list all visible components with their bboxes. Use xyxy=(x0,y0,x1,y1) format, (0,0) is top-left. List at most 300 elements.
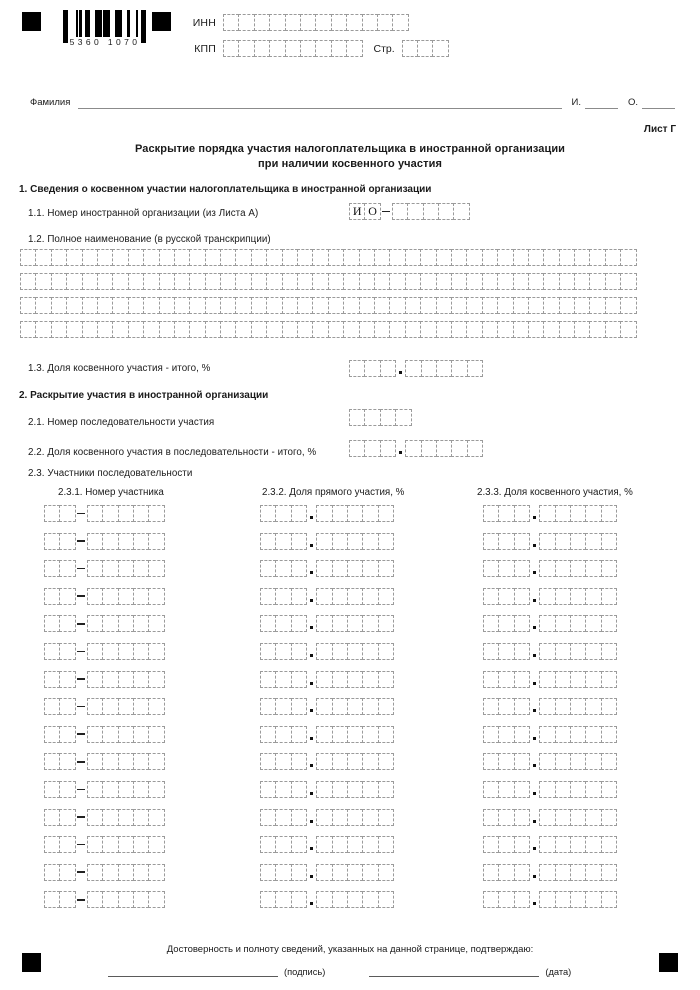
name-cell-r1-35[interactable] xyxy=(543,249,559,266)
participant-prefix-r13-1[interactable] xyxy=(44,836,60,853)
name-cell-r3-1[interactable] xyxy=(20,297,36,314)
name-cell-r1-27[interactable] xyxy=(420,249,436,266)
table-row[interactable] xyxy=(483,588,616,605)
name-cell-r2-11[interactable] xyxy=(174,273,190,290)
direct-frac-r8-2[interactable] xyxy=(332,698,348,715)
name-cell-r1-25[interactable] xyxy=(389,249,405,266)
name-cell-r4-17[interactable] xyxy=(266,321,282,338)
direct-frac-r15-3[interactable] xyxy=(347,891,363,908)
participant-number-r9-1[interactable] xyxy=(87,726,103,743)
kpp-cell-1[interactable] xyxy=(223,40,239,57)
participant-number-r8-1[interactable] xyxy=(87,698,103,715)
table-row[interactable] xyxy=(44,588,164,605)
name-cell-r3-10[interactable] xyxy=(159,297,175,314)
direct-frac-r1-5[interactable] xyxy=(378,505,394,522)
indirect-int-r7-3[interactable] xyxy=(514,671,530,688)
name-cell-r1-30[interactable] xyxy=(466,249,482,266)
name-cell-r4-7[interactable] xyxy=(112,321,128,338)
name-cell-r4-18[interactable] xyxy=(282,321,298,338)
participant-number-r3-3[interactable] xyxy=(118,560,134,577)
direct-frac-r5-4[interactable] xyxy=(362,615,378,632)
participant-prefix-r6-2[interactable] xyxy=(59,643,75,660)
indirect-frac-r7-5[interactable] xyxy=(601,671,617,688)
inn-cell-12[interactable] xyxy=(392,14,408,31)
indirect-frac-r2-3[interactable] xyxy=(570,533,586,550)
indirect-int-r9-3[interactable] xyxy=(514,726,530,743)
indirect-frac-r13-2[interactable] xyxy=(555,836,571,853)
indirect-frac-r14-3[interactable] xyxy=(570,864,586,881)
indirect-frac-r10-4[interactable] xyxy=(585,753,601,770)
indirect-frac-r7-3[interactable] xyxy=(570,671,586,688)
indirect-int-r12-1[interactable] xyxy=(483,809,499,826)
participant-prefix-r15-2[interactable] xyxy=(59,891,75,908)
participant-number-r6-5[interactable] xyxy=(148,643,164,660)
indirect-frac-r11-4[interactable] xyxy=(585,781,601,798)
indirect-int-r12-2[interactable] xyxy=(498,809,514,826)
participant-prefix-r6-1[interactable] xyxy=(44,643,60,660)
indirect-int-r11-1[interactable] xyxy=(483,781,499,798)
participant-number-r8-2[interactable] xyxy=(102,698,118,715)
name-cell-r3-21[interactable] xyxy=(328,297,344,314)
table-row[interactable] xyxy=(44,864,164,881)
indirect-int-r14-3[interactable] xyxy=(514,864,530,881)
participant-number-r1-4[interactable] xyxy=(133,505,149,522)
participant-prefix-r14-2[interactable] xyxy=(59,864,75,881)
indirect-frac-r11-2[interactable] xyxy=(555,781,571,798)
name-cell-r1-14[interactable] xyxy=(220,249,236,266)
name-cell-r3-22[interactable] xyxy=(343,297,359,314)
direct-int-r3-1[interactable] xyxy=(260,560,276,577)
direct-frac-r6-3[interactable] xyxy=(347,643,363,660)
table-row[interactable] xyxy=(260,505,393,522)
table-row[interactable] xyxy=(44,505,164,522)
name-cell-r4-13[interactable] xyxy=(205,321,221,338)
name-cell-r1-8[interactable] xyxy=(128,249,144,266)
name-cell-r4-25[interactable] xyxy=(389,321,405,338)
participant-number-r13-1[interactable] xyxy=(87,836,103,853)
direct-frac-r10-2[interactable] xyxy=(332,753,348,770)
name-cell-r3-9[interactable] xyxy=(143,297,159,314)
direct-frac-r2-5[interactable] xyxy=(378,533,394,550)
participant-prefix-r10-1[interactable] xyxy=(44,753,60,770)
indirect-frac-r3-2[interactable] xyxy=(555,560,571,577)
participant-number-r6-3[interactable] xyxy=(118,643,134,660)
name-cell-r2-5[interactable] xyxy=(82,273,98,290)
name-cell-r2-36[interactable] xyxy=(559,273,575,290)
name-cell-r2-32[interactable] xyxy=(497,273,513,290)
participant-number-r14-2[interactable] xyxy=(102,864,118,881)
direct-int-r3-3[interactable] xyxy=(291,560,307,577)
indirect-int-r1-2[interactable] xyxy=(498,505,514,522)
indirect-int-r10-1[interactable] xyxy=(483,753,499,770)
participant-prefix-r12-2[interactable] xyxy=(59,809,75,826)
direct-frac-r5-2[interactable] xyxy=(332,615,348,632)
indirect-frac-r5-2[interactable] xyxy=(555,615,571,632)
participant-prefix-r9-2[interactable] xyxy=(59,726,75,743)
direct-frac-r2-4[interactable] xyxy=(362,533,378,550)
participant-number-r2-2[interactable] xyxy=(102,533,118,550)
indirect-frac-r15-1[interactable] xyxy=(539,891,555,908)
participant-prefix-r4-1[interactable] xyxy=(44,588,60,605)
name-cell-r4-20[interactable] xyxy=(312,321,328,338)
indirect-int-r8-2[interactable] xyxy=(498,698,514,715)
direct-int-r10-2[interactable] xyxy=(275,753,291,770)
participant-prefix-r2-1[interactable] xyxy=(44,533,60,550)
name-cell-r3-18[interactable] xyxy=(282,297,298,314)
participant-number-r8-3[interactable] xyxy=(118,698,134,715)
inn-cell-8[interactable] xyxy=(331,14,347,31)
organization-name-row[interactable] xyxy=(20,321,636,338)
participant-number-r1-5[interactable] xyxy=(148,505,164,522)
name-cell-r2-9[interactable] xyxy=(143,273,159,290)
table-row[interactable] xyxy=(260,836,393,853)
name-cell-r3-37[interactable] xyxy=(574,297,590,314)
name-cell-r4-21[interactable] xyxy=(328,321,344,338)
indirect-frac-r12-4[interactable] xyxy=(585,809,601,826)
participant-number-r13-2[interactable] xyxy=(102,836,118,853)
indirect-int-r7-1[interactable] xyxy=(483,671,499,688)
name-cell-r4-36[interactable] xyxy=(559,321,575,338)
foreign-org-number-cell-1[interactable] xyxy=(392,203,408,220)
name-cell-r2-22[interactable] xyxy=(343,273,359,290)
participant-prefix-r8-2[interactable] xyxy=(59,698,75,715)
indirect-frac-r13-1[interactable] xyxy=(539,836,555,853)
direct-frac-r3-2[interactable] xyxy=(332,560,348,577)
table-row[interactable] xyxy=(483,615,616,632)
direct-frac-r5-3[interactable] xyxy=(347,615,363,632)
indirect-total-frac-cell-4[interactable] xyxy=(451,360,467,377)
direct-int-r15-2[interactable] xyxy=(275,891,291,908)
participant-number-r3-4[interactable] xyxy=(133,560,149,577)
participant-prefix-r10-2[interactable] xyxy=(59,753,75,770)
participant-number-r13-5[interactable] xyxy=(148,836,164,853)
participant-number-r11-1[interactable] xyxy=(87,781,103,798)
kpp-cell-6[interactable] xyxy=(300,40,316,57)
name-cell-r2-15[interactable] xyxy=(235,273,251,290)
direct-frac-r9-4[interactable] xyxy=(362,726,378,743)
participant-number-r9-3[interactable] xyxy=(118,726,134,743)
name-cell-r3-29[interactable] xyxy=(451,297,467,314)
direct-int-r10-1[interactable] xyxy=(260,753,276,770)
direct-int-r5-2[interactable] xyxy=(275,615,291,632)
name-cell-r4-38[interactable] xyxy=(589,321,605,338)
direct-int-r15-3[interactable] xyxy=(291,891,307,908)
indirect-total-frac-cell-2[interactable] xyxy=(421,360,437,377)
participant-number-r6-2[interactable] xyxy=(102,643,118,660)
name-cell-r1-11[interactable] xyxy=(174,249,190,266)
table-row[interactable] xyxy=(44,891,164,908)
name-cell-r1-5[interactable] xyxy=(82,249,98,266)
table-row[interactable] xyxy=(483,698,616,715)
name-cell-r4-23[interactable] xyxy=(359,321,375,338)
direct-int-r12-2[interactable] xyxy=(275,809,291,826)
foreign-org-prefix-input[interactable] xyxy=(349,203,380,220)
indirect-frac-r2-2[interactable] xyxy=(555,533,571,550)
participant-prefix-r13-2[interactable] xyxy=(59,836,75,853)
name-cell-r2-21[interactable] xyxy=(328,273,344,290)
indirect-int-r10-2[interactable] xyxy=(498,753,514,770)
item-2-1-field[interactable] xyxy=(349,409,411,426)
indirect-int-r15-1[interactable] xyxy=(483,891,499,908)
direct-int-r6-2[interactable] xyxy=(275,643,291,660)
indirect-int-r2-1[interactable] xyxy=(483,533,499,550)
participant-prefix-r7-2[interactable] xyxy=(59,671,75,688)
direct-int-r1-3[interactable] xyxy=(291,505,307,522)
participants-column-direct-share[interactable] xyxy=(260,505,393,919)
indirect-frac-r6-3[interactable] xyxy=(570,643,586,660)
name-cell-r1-12[interactable] xyxy=(189,249,205,266)
indirect-total-frac-cell-1[interactable] xyxy=(405,360,421,377)
name-cell-r1-16[interactable] xyxy=(251,249,267,266)
participant-number-r13-4[interactable] xyxy=(133,836,149,853)
direct-frac-r11-5[interactable] xyxy=(378,781,394,798)
direct-frac-r13-3[interactable] xyxy=(347,836,363,853)
direct-frac-r4-1[interactable] xyxy=(316,588,332,605)
participant-number-r12-5[interactable] xyxy=(148,809,164,826)
direct-int-r6-3[interactable] xyxy=(291,643,307,660)
direct-frac-r6-5[interactable] xyxy=(378,643,394,660)
indirect-total-frac-cell-3[interactable] xyxy=(436,360,452,377)
indirect-int-r4-1[interactable] xyxy=(483,588,499,605)
kpp-cell-8[interactable] xyxy=(331,40,347,57)
direct-frac-r4-5[interactable] xyxy=(378,588,394,605)
direct-int-r11-1[interactable] xyxy=(260,781,276,798)
indirect-frac-r11-5[interactable] xyxy=(601,781,617,798)
name-cell-r1-28[interactable] xyxy=(436,249,452,266)
direct-frac-r10-3[interactable] xyxy=(347,753,363,770)
participant-number-r2-5[interactable] xyxy=(148,533,164,550)
direct-frac-r6-1[interactable] xyxy=(316,643,332,660)
name-cell-r1-37[interactable] xyxy=(574,249,590,266)
direct-frac-r14-1[interactable] xyxy=(316,864,332,881)
inn-cell-3[interactable] xyxy=(254,14,270,31)
participant-number-r2-1[interactable] xyxy=(87,533,103,550)
sequence-number-input[interactable] xyxy=(349,409,411,426)
name-cell-r4-35[interactable] xyxy=(543,321,559,338)
sequence-indirect-frac-cell-4[interactable] xyxy=(451,440,467,457)
direct-frac-r14-4[interactable] xyxy=(362,864,378,881)
foreign-org-number-input[interactable] xyxy=(392,203,469,220)
foreign-org-number-cell-5[interactable] xyxy=(453,203,469,220)
direct-frac-r9-1[interactable] xyxy=(316,726,332,743)
item-2-2-field[interactable] xyxy=(349,440,482,457)
name-cell-r1-22[interactable] xyxy=(343,249,359,266)
direct-frac-r4-3[interactable] xyxy=(347,588,363,605)
name-cell-r3-4[interactable] xyxy=(66,297,82,314)
table-row[interactable] xyxy=(260,809,393,826)
participant-number-r14-4[interactable] xyxy=(133,864,149,881)
name-cell-r4-31[interactable] xyxy=(482,321,498,338)
name-cell-r3-40[interactable] xyxy=(620,297,636,314)
table-row[interactable] xyxy=(483,864,616,881)
name-cell-r4-28[interactable] xyxy=(436,321,452,338)
indirect-int-r3-2[interactable] xyxy=(498,560,514,577)
indirect-frac-r15-2[interactable] xyxy=(555,891,571,908)
indirect-frac-r5-4[interactable] xyxy=(585,615,601,632)
indirect-int-r3-3[interactable] xyxy=(514,560,530,577)
direct-frac-r5-5[interactable] xyxy=(378,615,394,632)
participant-number-r2-3[interactable] xyxy=(118,533,134,550)
direct-frac-r12-1[interactable] xyxy=(316,809,332,826)
name-cell-r4-16[interactable] xyxy=(251,321,267,338)
item-1-3-field[interactable] xyxy=(349,360,482,377)
inn-cell-10[interactable] xyxy=(362,14,378,31)
name-cell-r3-36[interactable] xyxy=(559,297,575,314)
participant-number-r5-5[interactable] xyxy=(148,615,164,632)
name-cell-r2-4[interactable] xyxy=(66,273,82,290)
indirect-frac-r9-2[interactable] xyxy=(555,726,571,743)
name-cell-r1-17[interactable] xyxy=(266,249,282,266)
indirect-frac-r11-3[interactable] xyxy=(570,781,586,798)
direct-frac-r13-4[interactable] xyxy=(362,836,378,853)
name-cell-r2-33[interactable] xyxy=(513,273,529,290)
indirect-frac-r4-3[interactable] xyxy=(570,588,586,605)
indirect-frac-r7-2[interactable] xyxy=(555,671,571,688)
surname-input[interactable] xyxy=(78,96,561,109)
name-cell-r3-34[interactable] xyxy=(528,297,544,314)
direct-frac-r15-2[interactable] xyxy=(332,891,348,908)
table-row[interactable] xyxy=(483,533,616,550)
direct-frac-r2-1[interactable] xyxy=(316,533,332,550)
page-number-input[interactable] xyxy=(402,40,448,57)
indirect-frac-r6-1[interactable] xyxy=(539,643,555,660)
direct-frac-r1-3[interactable] xyxy=(347,505,363,522)
participant-number-r13-3[interactable] xyxy=(118,836,134,853)
foreign-org-number-cell-3[interactable] xyxy=(423,203,439,220)
name-cell-r3-15[interactable] xyxy=(235,297,251,314)
table-row[interactable] xyxy=(260,753,393,770)
indirect-frac-r5-1[interactable] xyxy=(539,615,555,632)
direct-frac-r3-3[interactable] xyxy=(347,560,363,577)
direct-frac-r6-2[interactable] xyxy=(332,643,348,660)
indirect-int-r13-2[interactable] xyxy=(498,836,514,853)
name-cell-r1-31[interactable] xyxy=(482,249,498,266)
direct-int-r8-1[interactable] xyxy=(260,698,276,715)
indirect-int-r15-3[interactable] xyxy=(514,891,530,908)
indirect-frac-r8-1[interactable] xyxy=(539,698,555,715)
sequence-number-cell-3[interactable] xyxy=(380,409,396,426)
direct-frac-r5-1[interactable] xyxy=(316,615,332,632)
direct-int-r14-3[interactable] xyxy=(291,864,307,881)
name-cell-r3-17[interactable] xyxy=(266,297,282,314)
name-cell-r4-5[interactable] xyxy=(82,321,98,338)
indirect-frac-r2-5[interactable] xyxy=(601,533,617,550)
direct-frac-r10-4[interactable] xyxy=(362,753,378,770)
inn-input[interactable] xyxy=(223,14,408,31)
table-row[interactable] xyxy=(483,836,616,853)
indirect-total-int-cell-2[interactable] xyxy=(364,360,380,377)
table-row[interactable] xyxy=(44,643,164,660)
direct-int-r8-3[interactable] xyxy=(291,698,307,715)
table-row[interactable] xyxy=(483,671,616,688)
name-cell-r4-14[interactable] xyxy=(220,321,236,338)
name-cell-r4-30[interactable] xyxy=(466,321,482,338)
name-cell-r2-6[interactable] xyxy=(97,273,113,290)
table-row[interactable] xyxy=(44,615,164,632)
indirect-int-r5-1[interactable] xyxy=(483,615,499,632)
direct-frac-r3-5[interactable] xyxy=(378,560,394,577)
name-cell-r2-27[interactable] xyxy=(420,273,436,290)
participant-number-r4-3[interactable] xyxy=(118,588,134,605)
direct-int-r11-2[interactable] xyxy=(275,781,291,798)
indirect-int-r1-1[interactable] xyxy=(483,505,499,522)
name-cell-r1-13[interactable] xyxy=(205,249,221,266)
direct-frac-r14-2[interactable] xyxy=(332,864,348,881)
inn-cell-2[interactable] xyxy=(238,14,254,31)
indirect-frac-r4-4[interactable] xyxy=(585,588,601,605)
table-row[interactable] xyxy=(260,698,393,715)
direct-frac-r12-4[interactable] xyxy=(362,809,378,826)
direct-frac-r9-2[interactable] xyxy=(332,726,348,743)
table-row[interactable] xyxy=(483,781,616,798)
participant-number-r4-2[interactable] xyxy=(102,588,118,605)
name-cell-r1-29[interactable] xyxy=(451,249,467,266)
table-row[interactable] xyxy=(260,726,393,743)
sequence-number-cell-2[interactable] xyxy=(364,409,380,426)
direct-frac-r13-1[interactable] xyxy=(316,836,332,853)
organization-name-grid[interactable] xyxy=(20,249,636,345)
table-row[interactable] xyxy=(260,588,393,605)
name-cell-r3-35[interactable] xyxy=(543,297,559,314)
direct-frac-r14-3[interactable] xyxy=(347,864,363,881)
participant-number-r2-4[interactable] xyxy=(133,533,149,550)
kpp-cell-5[interactable] xyxy=(285,40,301,57)
participant-number-r14-5[interactable] xyxy=(148,864,164,881)
direct-frac-r2-2[interactable] xyxy=(332,533,348,550)
indirect-frac-r9-4[interactable] xyxy=(585,726,601,743)
participant-number-r8-5[interactable] xyxy=(148,698,164,715)
direct-frac-r3-4[interactable] xyxy=(362,560,378,577)
foreign-org-prefix-cell-1[interactable]: И xyxy=(349,203,365,220)
name-cell-r1-4[interactable] xyxy=(66,249,82,266)
name-cell-r3-27[interactable] xyxy=(420,297,436,314)
direct-int-r13-2[interactable] xyxy=(275,836,291,853)
direct-frac-r8-4[interactable] xyxy=(362,698,378,715)
name-cell-r2-8[interactable] xyxy=(128,273,144,290)
participant-number-r15-4[interactable] xyxy=(133,891,149,908)
direct-frac-r1-2[interactable] xyxy=(332,505,348,522)
name-cell-r2-34[interactable] xyxy=(528,273,544,290)
participant-number-r11-3[interactable] xyxy=(118,781,134,798)
direct-int-r2-3[interactable] xyxy=(291,533,307,550)
participant-number-r15-5[interactable] xyxy=(148,891,164,908)
name-cell-r3-25[interactable] xyxy=(389,297,405,314)
direct-frac-r1-4[interactable] xyxy=(362,505,378,522)
indirect-int-r5-3[interactable] xyxy=(514,615,530,632)
indirect-total-frac-cell-5[interactable] xyxy=(467,360,483,377)
kpp-cell-4[interactable] xyxy=(269,40,285,57)
indirect-int-r1-3[interactable] xyxy=(514,505,530,522)
name-cell-r1-19[interactable] xyxy=(297,249,313,266)
name-cell-r3-24[interactable] xyxy=(374,297,390,314)
name-cell-r4-8[interactable] xyxy=(128,321,144,338)
date-input[interactable] xyxy=(369,965,539,977)
name-cell-r2-39[interactable] xyxy=(605,273,621,290)
name-cell-r1-21[interactable] xyxy=(328,249,344,266)
name-cell-r1-1[interactable] xyxy=(20,249,36,266)
indirect-frac-r10-2[interactable] xyxy=(555,753,571,770)
table-row[interactable] xyxy=(260,864,393,881)
name-cell-r3-26[interactable] xyxy=(405,297,421,314)
table-row[interactable] xyxy=(483,726,616,743)
direct-int-r14-1[interactable] xyxy=(260,864,276,881)
indirect-frac-r3-5[interactable] xyxy=(601,560,617,577)
name-cell-r1-20[interactable] xyxy=(312,249,328,266)
indirect-frac-r4-1[interactable] xyxy=(539,588,555,605)
name-cell-r4-3[interactable] xyxy=(51,321,67,338)
name-cell-r1-23[interactable] xyxy=(359,249,375,266)
indirect-total-int-cell-1[interactable] xyxy=(349,360,365,377)
